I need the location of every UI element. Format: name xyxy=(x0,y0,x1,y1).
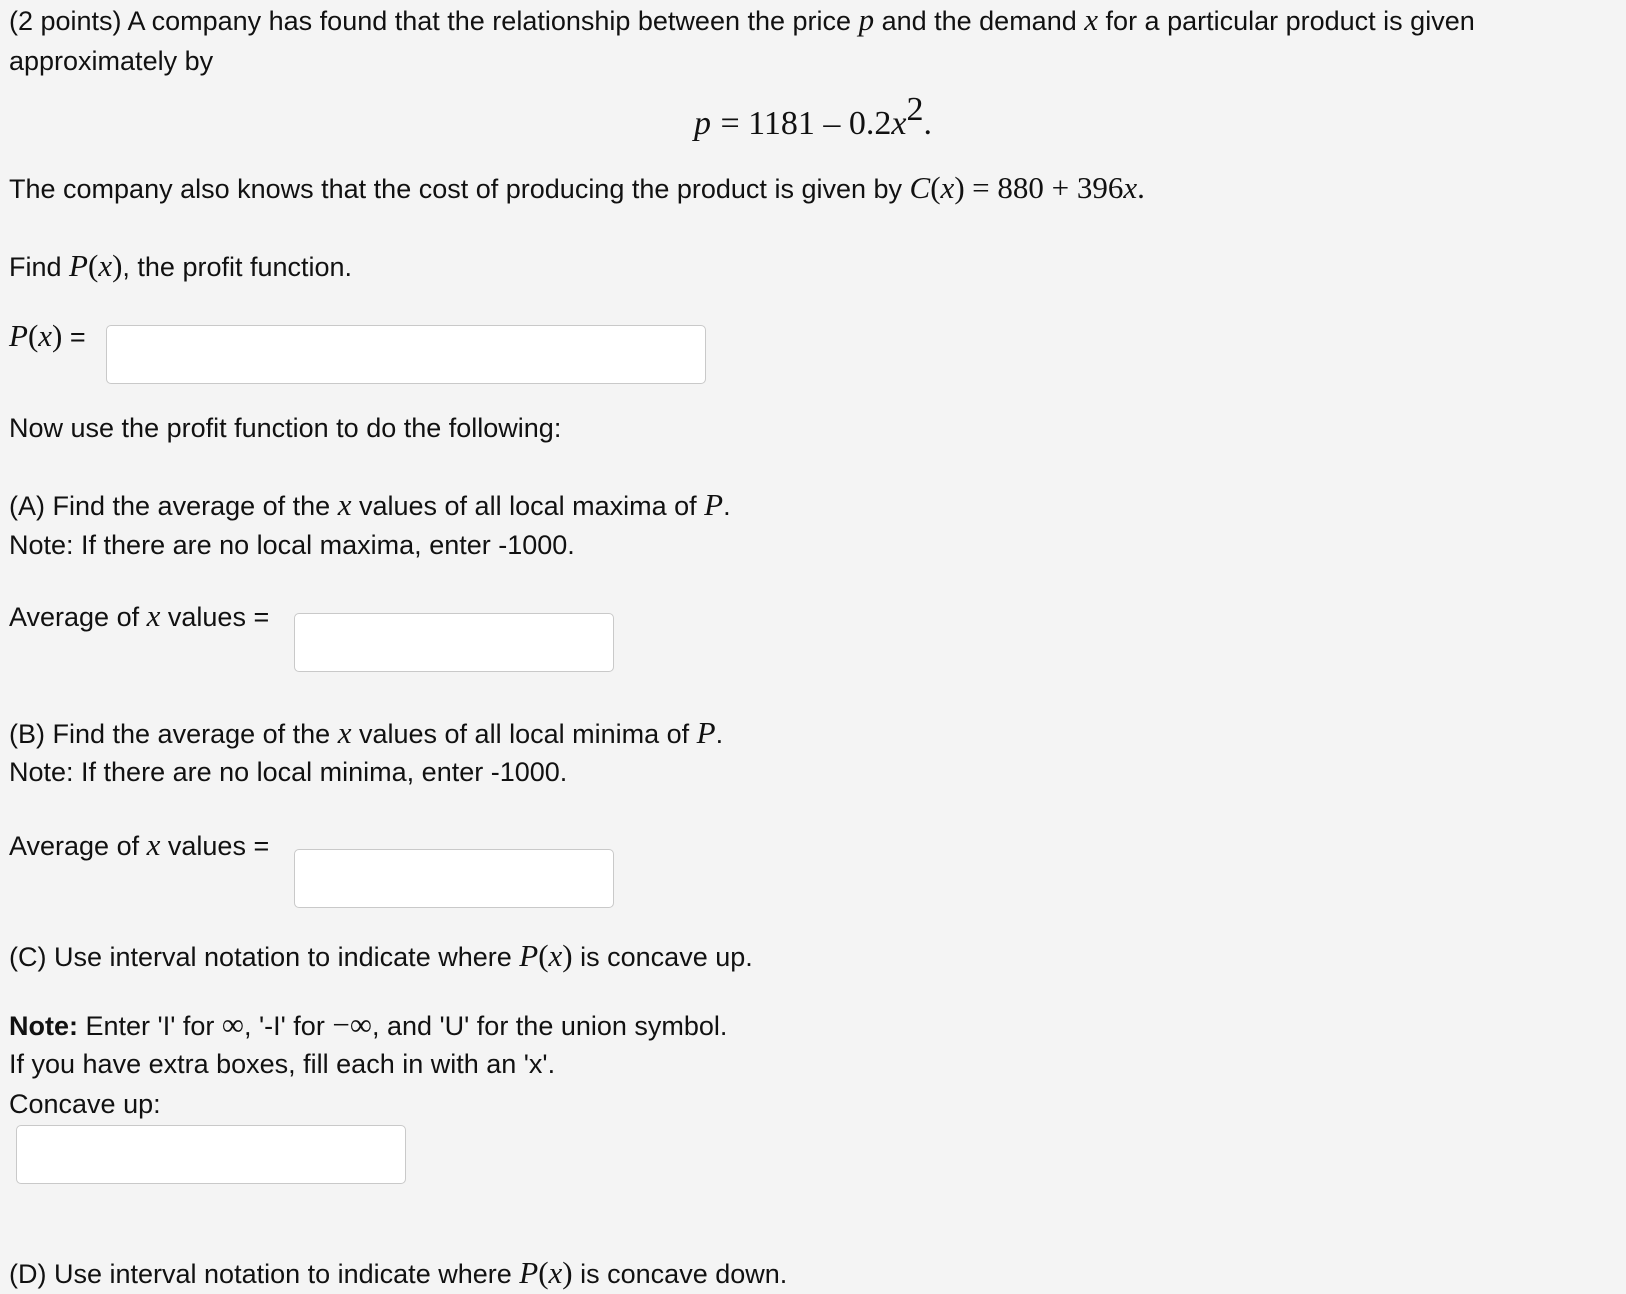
find-suffix: , the profit function. xyxy=(122,252,353,282)
intro-text-2: and the demand xyxy=(881,6,1077,36)
intro-text-3: for a particular product is given approximately by xyxy=(9,6,1475,76)
concave-up-label: Concave up: xyxy=(9,1089,161,1119)
cost-period: . xyxy=(1137,170,1145,205)
part-a-note: Note: If there are no local maxima, enter -1000. xyxy=(9,530,575,560)
note-text-a: Enter 'I' for xyxy=(85,1011,215,1041)
part-a-P: P xyxy=(704,487,724,522)
eq-x: x xyxy=(891,105,907,142)
part-d-suffix: is concave down. xyxy=(580,1259,788,1289)
part-c-P: P xyxy=(519,938,539,973)
part-a-question: (A) Find the average of the x values of all local maxima of P. xyxy=(9,487,731,522)
concave-up-input[interactable] xyxy=(16,1125,406,1184)
eq-period: . xyxy=(923,105,932,142)
find-text: Find xyxy=(9,252,62,282)
cost-x: x xyxy=(940,170,955,205)
part-b-label xyxy=(9,825,269,866)
part-a-label xyxy=(9,596,269,637)
var-x: x xyxy=(1084,2,1099,37)
part-a-label-suffix: values = xyxy=(167,602,270,632)
cost-C: C xyxy=(909,170,931,205)
label-P: P xyxy=(9,318,28,353)
part-b-label-prefix: Average of xyxy=(9,831,140,861)
label-equals: = xyxy=(69,322,86,352)
profit-function-input[interactable] xyxy=(106,325,706,384)
eq-lhs: p xyxy=(694,105,712,142)
extra-boxes-note: If you have extra boxes, fill each in with an 'x'. xyxy=(9,1049,556,1079)
cost-text: The company also knows that the cost of producing the product is given by xyxy=(9,174,903,204)
part-c-x: x xyxy=(548,938,563,973)
instructions-text: Now use the profit function to do the following: xyxy=(9,413,562,443)
price-equation xyxy=(0,90,1626,144)
neg-infinity-symbol: −∞ xyxy=(332,1007,372,1042)
part-a-label-prefix: Average of xyxy=(9,602,140,632)
part-b-note: Note: If there are no local minima, enter -1000. xyxy=(9,757,568,787)
note-bold-label: Note: xyxy=(9,1011,78,1041)
part-c-prefix: (C) Use interval notation to indicate where xyxy=(9,942,512,972)
part-b-question: (B) Find the average of the x values of all local minima of P. xyxy=(9,715,724,750)
part-b-label-x: x xyxy=(146,827,161,862)
part-a-mid: values of all local maxima of xyxy=(358,491,697,521)
eq-rhs: = 1181 – 0.2 xyxy=(720,105,892,142)
part-c-question: (C) Use interval notation to indicate where P(x) is concave up. xyxy=(9,938,753,973)
label-x: x xyxy=(38,318,53,353)
part-b-label-suffix: values = xyxy=(167,831,270,861)
local-minima-average-input[interactable] xyxy=(294,849,614,908)
note-text-b: , '-I' for xyxy=(244,1011,325,1041)
find-P: P xyxy=(69,248,88,283)
note-text-c: , and 'U' for the union symbol. xyxy=(371,1011,728,1041)
part-b-mid: values of all local minima of xyxy=(358,719,690,749)
part-c-note xyxy=(9,1005,727,1046)
problem-intro xyxy=(9,0,1609,81)
find-x: x xyxy=(98,248,113,283)
eq-exponent: 2 xyxy=(906,90,924,128)
part-d-prefix: (D) Use interval notation to indicate where xyxy=(9,1259,512,1289)
find-profit-prompt: Find P(x), the profit function. xyxy=(9,248,353,283)
part-a-label-x: x xyxy=(146,598,161,633)
part-d-P: P xyxy=(519,1255,539,1290)
profit-label: P(x) = xyxy=(9,318,86,353)
part-b-prefix: (B) Find the average of the xyxy=(9,719,331,749)
cost-formula: = 880 + 396 xyxy=(972,170,1124,205)
intro-text-1: (2 points) A company has found that the relationship between the price xyxy=(9,6,852,36)
part-d-question: (D) Use interval notation to indicate where P(x) is concave down. xyxy=(9,1255,788,1290)
part-a-prefix: (A) Find the average of the xyxy=(9,491,331,521)
var-p: p xyxy=(858,2,875,37)
local-maxima-average-input[interactable] xyxy=(294,613,614,672)
infinity-symbol: ∞ xyxy=(221,1007,244,1042)
part-d-x: x xyxy=(548,1255,563,1290)
cost-statement: The company also knows that the cost of producing the product is given by C(x) = 880 + 396x. xyxy=(9,170,1145,205)
part-a-x: x xyxy=(337,487,352,522)
part-b-x: x xyxy=(337,715,352,750)
part-b-P: P xyxy=(696,715,716,750)
cost-x-2: x xyxy=(1123,170,1138,205)
part-c-suffix: is concave up. xyxy=(580,942,753,972)
